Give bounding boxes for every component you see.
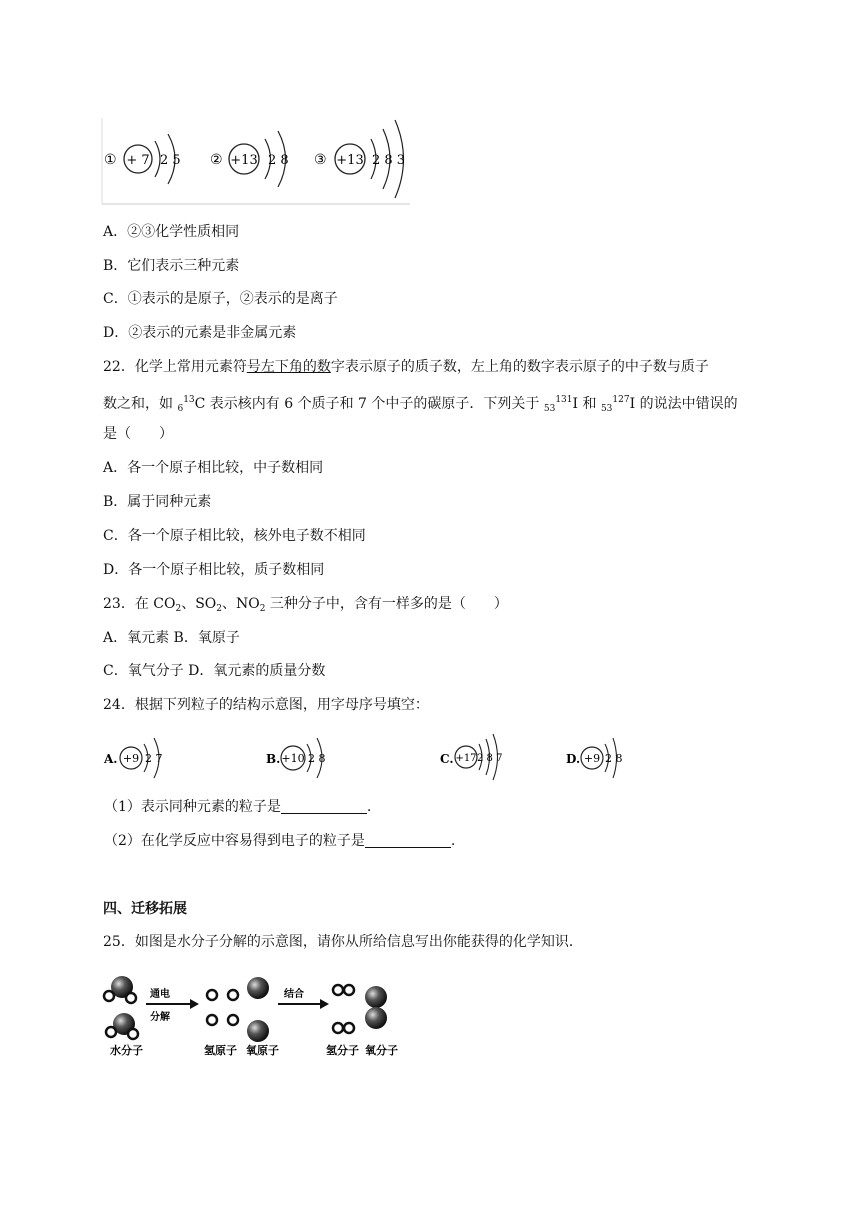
atom-diagram-2 (210, 131, 289, 187)
q22-stem-line2: 数之和，如 $_6^{13}$C 表示核内有 6 个质子和 7 个中子的碳原子．下列关于 $_{53}^{131}$I 和 $_{53}^{127}$I 的说法中错误的 (103, 395, 738, 414)
answer-blank-2[interactable] (365, 833, 451, 848)
oxygen-molecule (365, 986, 387, 1029)
electron-shells: 2 8 (268, 153, 289, 168)
svg-text:+9: +9 (583, 752, 601, 765)
svg-text:C.: C. (440, 752, 454, 766)
water-molecule-2 (106, 1013, 138, 1039)
particle-diagram-d (566, 738, 623, 778)
hydrogen-molecules (333, 985, 354, 1033)
q22-option-c: C．各一个原子相比较，核外电子数不相同 (103, 528, 366, 544)
q24-subquestion-1: （1）表示同种元素的粒子是 . (104, 799, 372, 815)
q21-option-c: C．①表示的是原子，②表示的是离子 (103, 291, 338, 307)
svg-text:2 8 7: 2 8 7 (477, 753, 503, 764)
svg-text:+10: +10 (281, 752, 305, 765)
nucleus-charge: +13 (336, 153, 364, 168)
label-oxygen-atom: 氧原子 (246, 1044, 279, 1057)
q23-options-line1: A．氧元素 B．氧原子 (103, 630, 240, 646)
q24-subquestion-2: （2）在化学反应中容易得到电子的粒子是 . (104, 833, 456, 849)
water-molecule-1 (104, 976, 136, 1003)
q22-stem-line3: 是（ ） (103, 426, 173, 442)
oxygen-atoms (247, 977, 269, 1042)
q24-stem: 24．根据下列粒子的结构示意图，用字母序号填空： (103, 697, 429, 713)
particle-structure-figure-24 (100, 730, 623, 784)
water-decomposition-figure (100, 966, 400, 1060)
diagram-index: ② (210, 152, 223, 168)
svg-text:+9: +9 (122, 752, 140, 765)
svg-text:A.: A. (104, 752, 118, 766)
svg-text:+17: +17 (455, 753, 477, 764)
arrow2-top-label: 结合 (284, 989, 304, 1000)
arrow1-bottom-label: 分解 (150, 1012, 170, 1023)
particle-diagram-b (266, 738, 326, 778)
q22-stem-line1: 22．化学上常用元素符号左下角的数字表示原子的质子数，左上角的数字表示原子的中子数与质子 (103, 359, 709, 375)
answer-blank-1[interactable] (281, 799, 367, 814)
diagram-index: ③ (314, 152, 327, 168)
electron-shells: 2 8 3 (372, 153, 406, 168)
atom-diagram-3 (314, 120, 405, 198)
svg-text:2 8: 2 8 (605, 752, 623, 765)
q22-option-a: A．各一个原子相比较，中子数相同 (103, 460, 324, 476)
svg-text:D.: D. (566, 752, 581, 766)
q23-stem: 23．在 $CO_2$、$SO_2$、$NO_2$ 三种分子中，含有一样多的是（ ） (103, 596, 508, 614)
svg-text:B.: B. (266, 752, 281, 766)
electron-shells: 2 5 (160, 153, 181, 168)
q21-option-a: A．②③化学性质相同 (103, 224, 240, 240)
label-hydrogen-molecule: 氢分子 (326, 1044, 359, 1057)
nucleus-charge: + 7 (126, 153, 150, 168)
particle-diagram-c (440, 734, 502, 780)
diagram-index: ① (104, 152, 117, 168)
nucleus-charge: +13 (230, 153, 258, 168)
svg-text:2 8: 2 8 (308, 752, 326, 765)
atom-diagram-1 (104, 134, 181, 184)
q21-option-b: B．它们表示三种元素 (103, 258, 240, 274)
label-hydrogen-atom: 氢原子 (204, 1044, 237, 1057)
hydrogen-atoms (207, 990, 238, 1025)
label-water-molecule: 水分子 (110, 1044, 143, 1057)
section-heading: 四、迁移拓展 (103, 901, 187, 917)
atomic-structure-figure-21 (100, 108, 412, 208)
label-oxygen-molecule: 氧分子 (365, 1044, 398, 1057)
particle-diagram-a (103, 738, 163, 778)
q22-option-b: B．属于同种元素 (103, 494, 212, 510)
q23-options-line2: C．氧气分子 D．氧元素的质量分数 (103, 663, 326, 679)
q22-option-d: D．各一个原子相比较，质子数相同 (103, 562, 325, 578)
svg-text:2 7: 2 7 (145, 752, 163, 765)
q21-option-d: D．②表示的元素是非金属元素 (103, 325, 297, 341)
arrow1-top-label: 通电 (150, 989, 170, 1000)
q25-stem: 25．如图是水分子分解的示意图，请你从所给信息写出你能获得的化学知识． (103, 934, 583, 950)
